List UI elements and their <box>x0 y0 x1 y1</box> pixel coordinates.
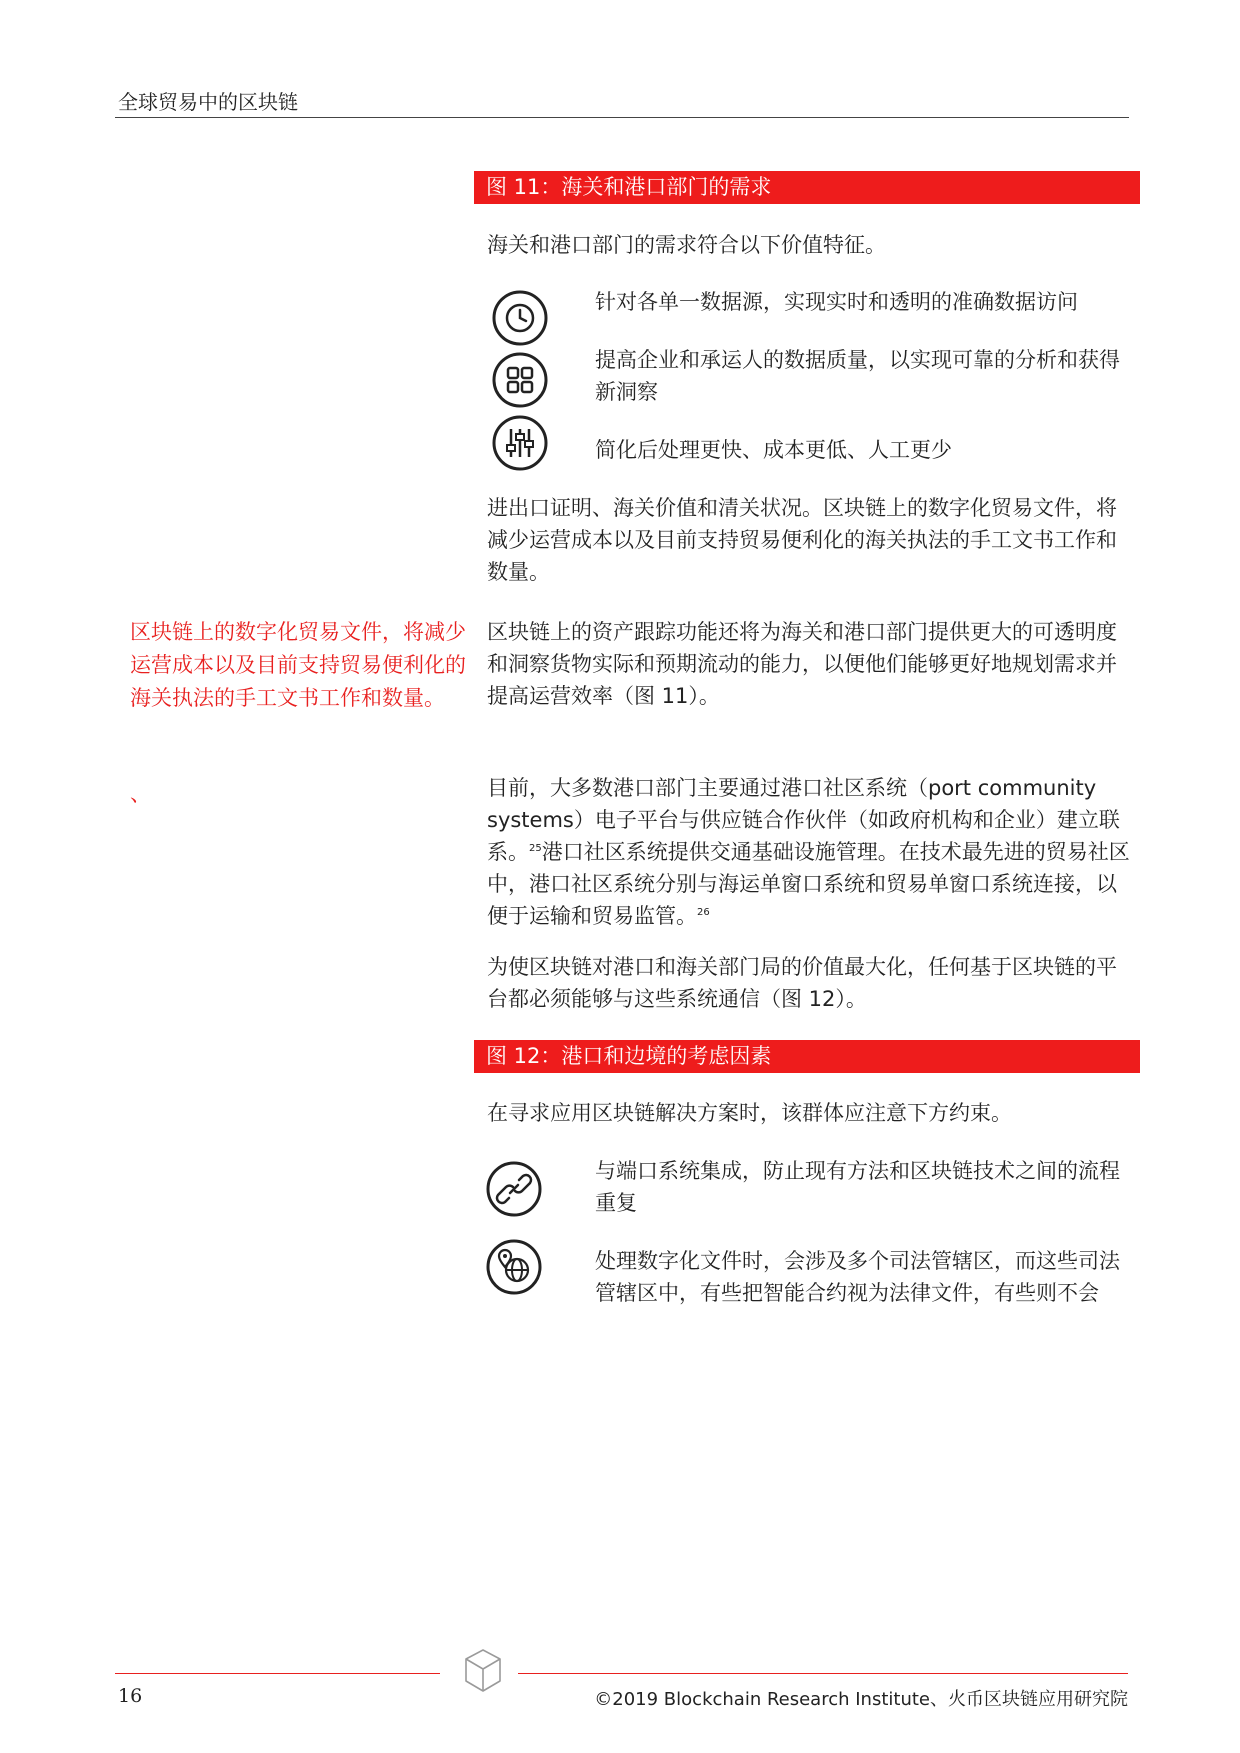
body-paragraph-3-text-a: 目前，大多数港口部门主要通过港口社区系统（port community systems）电子平台与供应链合作伙伴（如政府机构和企业）建立联系。 <box>487 776 1120 864</box>
page-number: 16 <box>118 1685 143 1707</box>
footer-rule-left <box>115 1673 440 1674</box>
sliders-icon <box>491 414 549 472</box>
body-paragraph-2: 区块链上的资产跟踪功能还将为海关和港口部门提供更大的可透明度和洞察货物实际和预期流动的能力，以便他们能够更好地规划需求并提高运营效率（图 11）。 <box>487 620 1117 708</box>
figure-11-intro: 海关和港口部门的需求符合以下价值特征。 <box>487 233 886 257</box>
figure-12-caption: 图 12：港口和边境的考虑因素 <box>474 1040 1140 1073</box>
body-paragraph-1: 进出口证明、海关价值和清关状况。区块链上的数字化贸易文件，将减少运营成本以及目前支持贸易便利化的海关执法的手工文书工作和数量。 <box>487 496 1117 584</box>
globe-pin-icon <box>485 1238 543 1296</box>
cube-icon <box>462 1647 504 1695</box>
footnote-ref-26[interactable]: 26 <box>697 907 710 918</box>
running-header: 全球贸易中的区块链 <box>118 90 298 114</box>
grid-icon <box>491 351 549 409</box>
figure-12-item-1: 与端口系统集成，防止现有方法和区块链技术之间的流程重复 <box>595 1159 1120 1215</box>
footer-rule-right <box>518 1673 1128 1674</box>
figure-11-item-3: 简化后处理更快、成本更低、人工更少 <box>595 438 952 462</box>
body-paragraph-3-text-b: 港口社区系统提供交通基础设施管理。在技术最先进的贸易社区中，港口社区系统分别与海运单窗口系统和贸易单窗口系统连接，以便于运输和贸易监管。 <box>487 840 1130 928</box>
body-paragraph-3 <box>487 772 1132 932</box>
stray-punctuation: 、 <box>130 782 151 806</box>
figure-11-item-2: 提高企业和承运人的数据质量，以实现可靠的分析和获得新洞察 <box>595 348 1120 404</box>
pull-quote: 区块链上的数字化贸易文件，将减少运营成本以及目前支持贸易便利化的海关执法的手工文书工作和数量。 <box>130 620 466 710</box>
footnote-ref-25[interactable]: 25 <box>529 843 542 854</box>
body-paragraph-4: 为使区块链对港口和海关部门局的价值最大化，任何基于区块链的平台都必须能够与这些系统通信（图 12）。 <box>487 955 1117 1011</box>
figure-12-item-2: 处理数字化文件时，会涉及多个司法管辖区，而这些司法管辖区中，有些把智能合约视为法律文件，有些则不会 <box>595 1249 1120 1305</box>
figure-11-caption: 图 11：海关和港口部门的需求 <box>474 171 1140 204</box>
link-icon <box>485 1160 543 1218</box>
figure-12-intro: 在寻求应用区块链解决方案时，该群体应注意下方约束。 <box>487 1101 1012 1125</box>
figure-11-item-1: 针对各单一数据源，实现实时和透明的准确数据访问 <box>595 290 1078 314</box>
header-rule <box>115 117 1129 118</box>
clock-icon <box>491 289 549 347</box>
copyright-notice: ©2019 Blockchain Research Institute、火币区块链应用研究院 <box>594 1689 1128 1710</box>
